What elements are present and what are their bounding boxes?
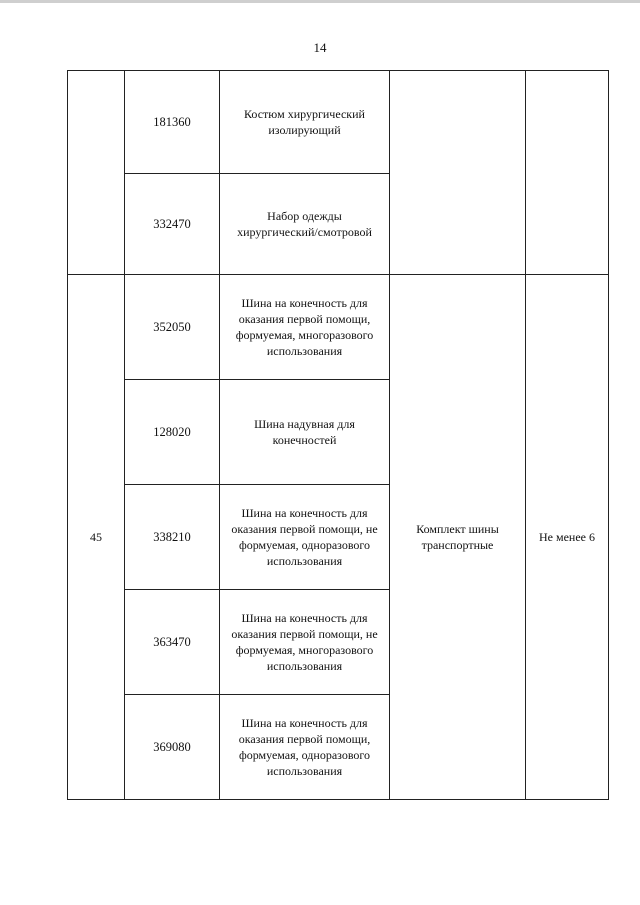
name-cell: Шина на конечность для оказания первой помощи, формуемая, многоразового использования [220,275,390,380]
table-row [68,71,609,174]
code-cell: 363470 [125,590,220,695]
scan-edge [0,0,640,3]
name-cell: Шина на конечность для оказания первой помощи, формуемая, одноразового использования [220,695,390,800]
name-cell: Костюм хирургический изолирующий [220,71,390,174]
code-cell: 332470 [125,174,220,275]
quantity-cell-empty [526,71,609,275]
equipment-table [67,70,609,800]
row-number-cell-empty [68,71,125,275]
quantity-cell: Не менее 6 [526,275,609,800]
item-cell-empty [390,71,526,275]
name-cell: Шина надувная для конечностей [220,380,390,485]
page-number: 14 [313,40,327,55]
name-cell: Шина на конечность для оказания первой помощи, не формуемая, многоразового использования [220,590,390,695]
row-number-cell: 45 [68,275,125,800]
code-cell: 369080 [125,695,220,800]
code-cell: 128020 [125,380,220,485]
table-row [68,275,609,380]
name-cell: Набор одежды хирургический/смотровой [220,174,390,275]
item-name-cell: Комплект шины транспортные [390,275,526,800]
code-cell: 181360 [125,71,220,174]
code-cell: 338210 [125,485,220,590]
name-cell: Шина на конечность для оказания первой помощи, не формуемая, одноразового использования [220,485,390,590]
code-cell: 352050 [125,275,220,380]
